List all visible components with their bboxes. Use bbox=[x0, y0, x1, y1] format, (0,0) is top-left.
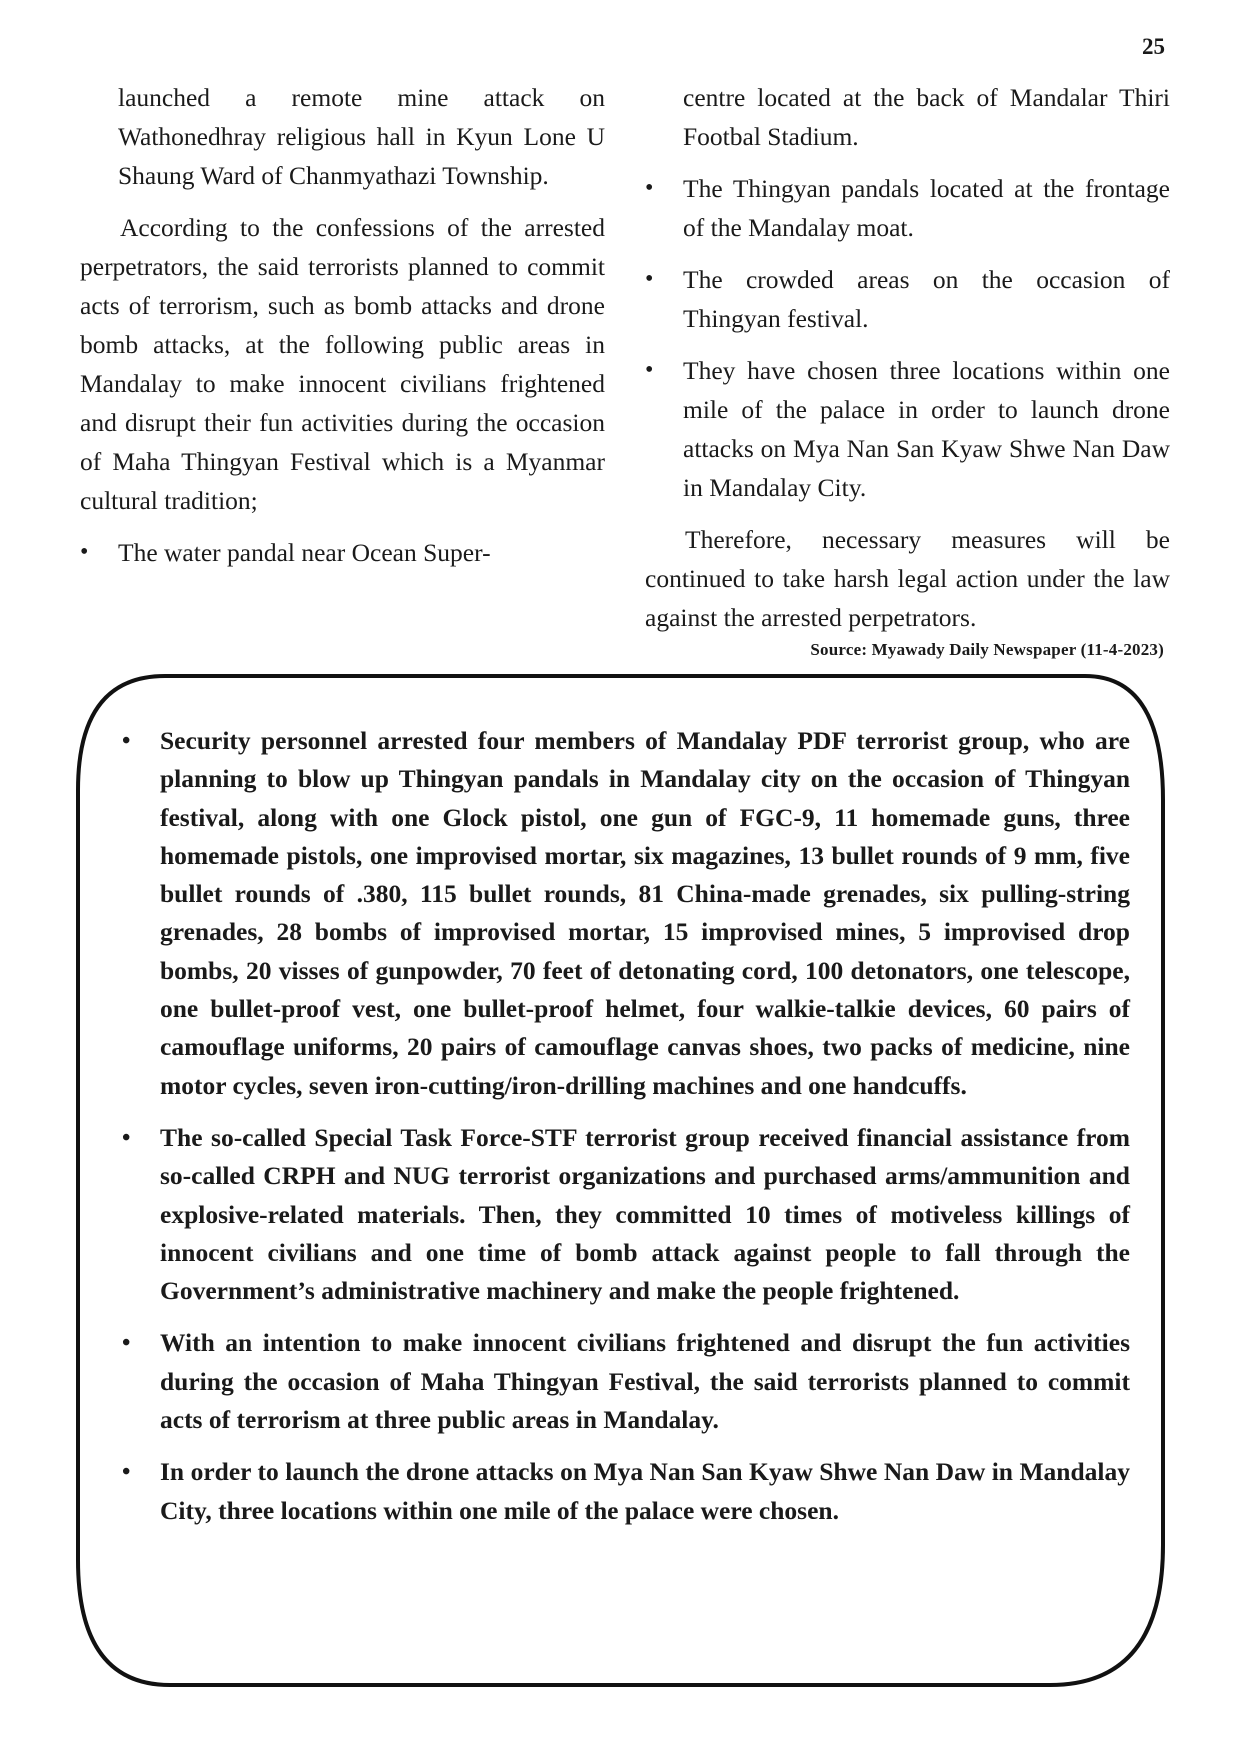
paragraph-closing: Therefore, necessary measures will be continued to take harsh legal action under the law against the arrested perpetrators. bbox=[645, 525, 1170, 632]
list-item: • The crowded areas on the occasion of Thingyan festival. bbox=[645, 260, 1170, 338]
paragraph-confessions: According to the confessions of the arrested perpetrators, the said terrorists planned to commit acts of terrorism, such as bomb attacks and drone bomb attacks, at the following public areas in Mandalay to make innocent civilians frightened and disrupt their fun activities during the occasion of Maha Thingyan Festival which is a Myanmar cultural tradition; bbox=[80, 213, 605, 515]
summary-item: • With an intention to make innocent civilians frightened and disrupt the fun activities during the occasion of Maha Thingyan Festival, the said terrorists planned to commit acts of terrorism at three public areas in Mandalay. bbox=[120, 1324, 1130, 1439]
summary-item: • The so-called Special Task Force-STF terrorist group received financial assistance from so-called CRPH and NUG terrorist organizations and purchased arms/ammunition and explosive-related materials. Then, they committed 10 times of motiveless killings of innocent civilians and one time of bomb attack against people to fall through the Government’s administrative machinery and make the people frightened. bbox=[120, 1119, 1130, 1310]
paragraph-continued: launched a remote mine attack on Wathonedhray religious hall in Kyun Lone U Shaung Ward of Chanmyathazi Township. bbox=[118, 83, 605, 190]
list-item: • The water pandal near Ocean Super- bbox=[80, 533, 605, 572]
summary-item: • Security personnel arrested four members of Mandalay PDF terrorist group, who are planning to blow up Thingyan pandals in Mandalay city on the occasion of Thingyan festival, along with one Glock pistol, one gun of FGC-9, 11 homemade guns, three homemade pistols, one improvised mortar, six magazines, 13 bullet rounds of 9 mm, five bullet rounds of .380, 115 bullet rounds, 81 China-made grenades, six pulling-string grenades, 28 bombs of improvised mortar, 15 improvised mines, 5 improvised drop bombs, 20 visses of gunpowder, 70 feet of detonating cord, 100 detonators, one telescope, one bullet-proof vest, one bullet-proof helmet, four walkie-talkie devices, 60 pairs of camouflage uniforms, 20 pairs of camouflage canvas shoes, two packs of medicine, nine motor cycles, seven iron-cutting/iron-drilling machines and one handcuffs. bbox=[120, 722, 1130, 1105]
list-item-continued: centre located at the back of Mandalar Thiri Footbal Stadium. bbox=[683, 83, 1170, 151]
list-item: • The Thingyan pandals located at the frontage of the Mandalay moat. bbox=[645, 169, 1170, 247]
page-number: 25 bbox=[1142, 34, 1165, 59]
list-item: • They have chosen three locations within one mile of the palace in order to launch drone attacks on Mya Nan San Kyaw Shwe Nan Daw in Mandalay City. bbox=[645, 351, 1170, 507]
summary-box bbox=[120, 722, 1130, 1544]
source-citation: Source: Myawady Daily Newspaper (11-4-2023) bbox=[810, 640, 1164, 659]
summary-item: • In order to launch the drone attacks on Mya Nan San Kyaw Shwe Nan Daw in Mandalay City, three locations within one mile of the palace were chosen. bbox=[120, 1453, 1130, 1530]
summary-list bbox=[120, 722, 1130, 1530]
